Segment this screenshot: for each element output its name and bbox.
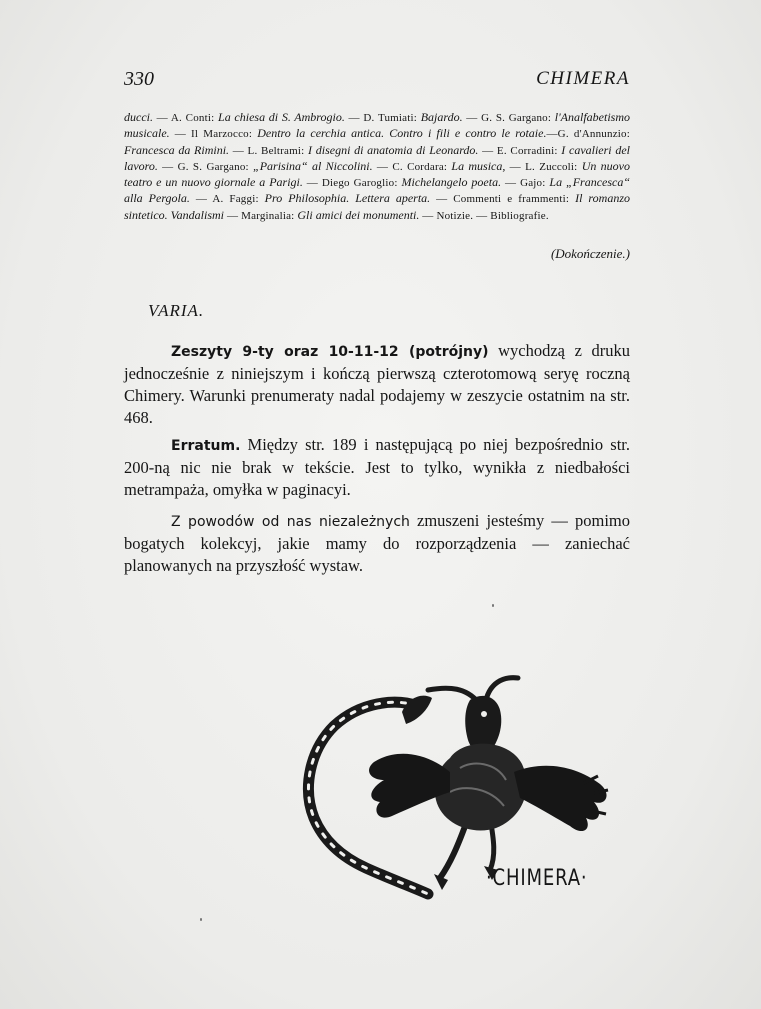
contents-entry: Il romanzo sintetico. Vandalismi — Marginalia: [124,191,630,222]
contents-entry: La „Francesca“ alla Pergola. — A. Faggi: [124,175,631,206]
contents-entry: „Parisina“ al Niccolini. — C. Cordara: [253,158,452,173]
contents-entry: Dentro la cerchia antica. Contro i fili e contro le rotaie.—G. d'Annunzio: [257,126,630,141]
page-number: 330 [124,68,154,90]
notice-paragraph: Zeszyty 9-ty oraz 10-11-12 (potrójny) wychodzą z druku jednocześnie z niniejszym i kończą pierwszą czterotomową seryę roczną Chimery. Warunki prenumeraty nadal podajemy w zeszycie ostatnim na str. 468. [124,341,630,427]
contents-entry: I disegni di anatomia di Leonardo. — E. Corradini: [308,142,562,157]
contents-entry: Francesca da Rimini. — L. Beltrami: [124,142,309,157]
running-title: CHIMERA [536,68,630,89]
contents-entry: Pro Philosophia. Lettera aperta. — Commenti e frammenti: [264,191,576,206]
left-wing [369,754,450,818]
right-wing [514,766,607,831]
contents-entry: Gli amici dei monumenti. — Notizie. — Bibliografie. [297,207,549,222]
goat-horn [486,678,518,700]
contents-entry: Michelangelo poeta. — Gajo: [401,175,550,190]
erratum-paragraph: Erratum. Między str. 189 i następującą po niej bezpośrednio str. 200-ną nic nie brak w tekście. Jest to tylko, wynikła z niedbałości metrampaża, omyłka w paginacyi. [124,435,630,499]
print-speck [200,918,202,921]
exhibitions-paragraph: Z powodów od nas niezależnych zmuszeni jesteśmy — pomimo bogatych kolekcyj, jakie mamy do rozporządzenia — zaniechać planowanych na przyszłość wystaw. [124,511,630,575]
continued-note: (Dokończenie.) [550,246,630,261]
section-title: VARIA. [148,301,205,320]
contents-entry: La chiesa di S. Ambrogio. — D. Tumiati: [218,110,421,124]
print-speck [492,604,494,607]
contents-entry: l'Analfabetismo musicale. — Il Marzocco: [124,110,631,141]
contents-entry: ducci. — A. Conti: [124,110,219,124]
contents-entry: Bajardo. — G. S. Gargano: [420,110,555,124]
vignette-caption: ·CHIMERA· [486,866,588,891]
contents-entry: I cavalieri del lavoro. — G. S. Gargano: [124,142,630,173]
goat-eye [481,711,487,717]
contents-entry: Un nuovo teatro e un nuovo giornale a Parigi. — Diego Garoglio: [124,158,630,190]
periodical-contents-list [124,110,630,224]
page-header [124,68,630,96]
contents-entry: La musica, — L. Zuccoli: [451,158,582,173]
